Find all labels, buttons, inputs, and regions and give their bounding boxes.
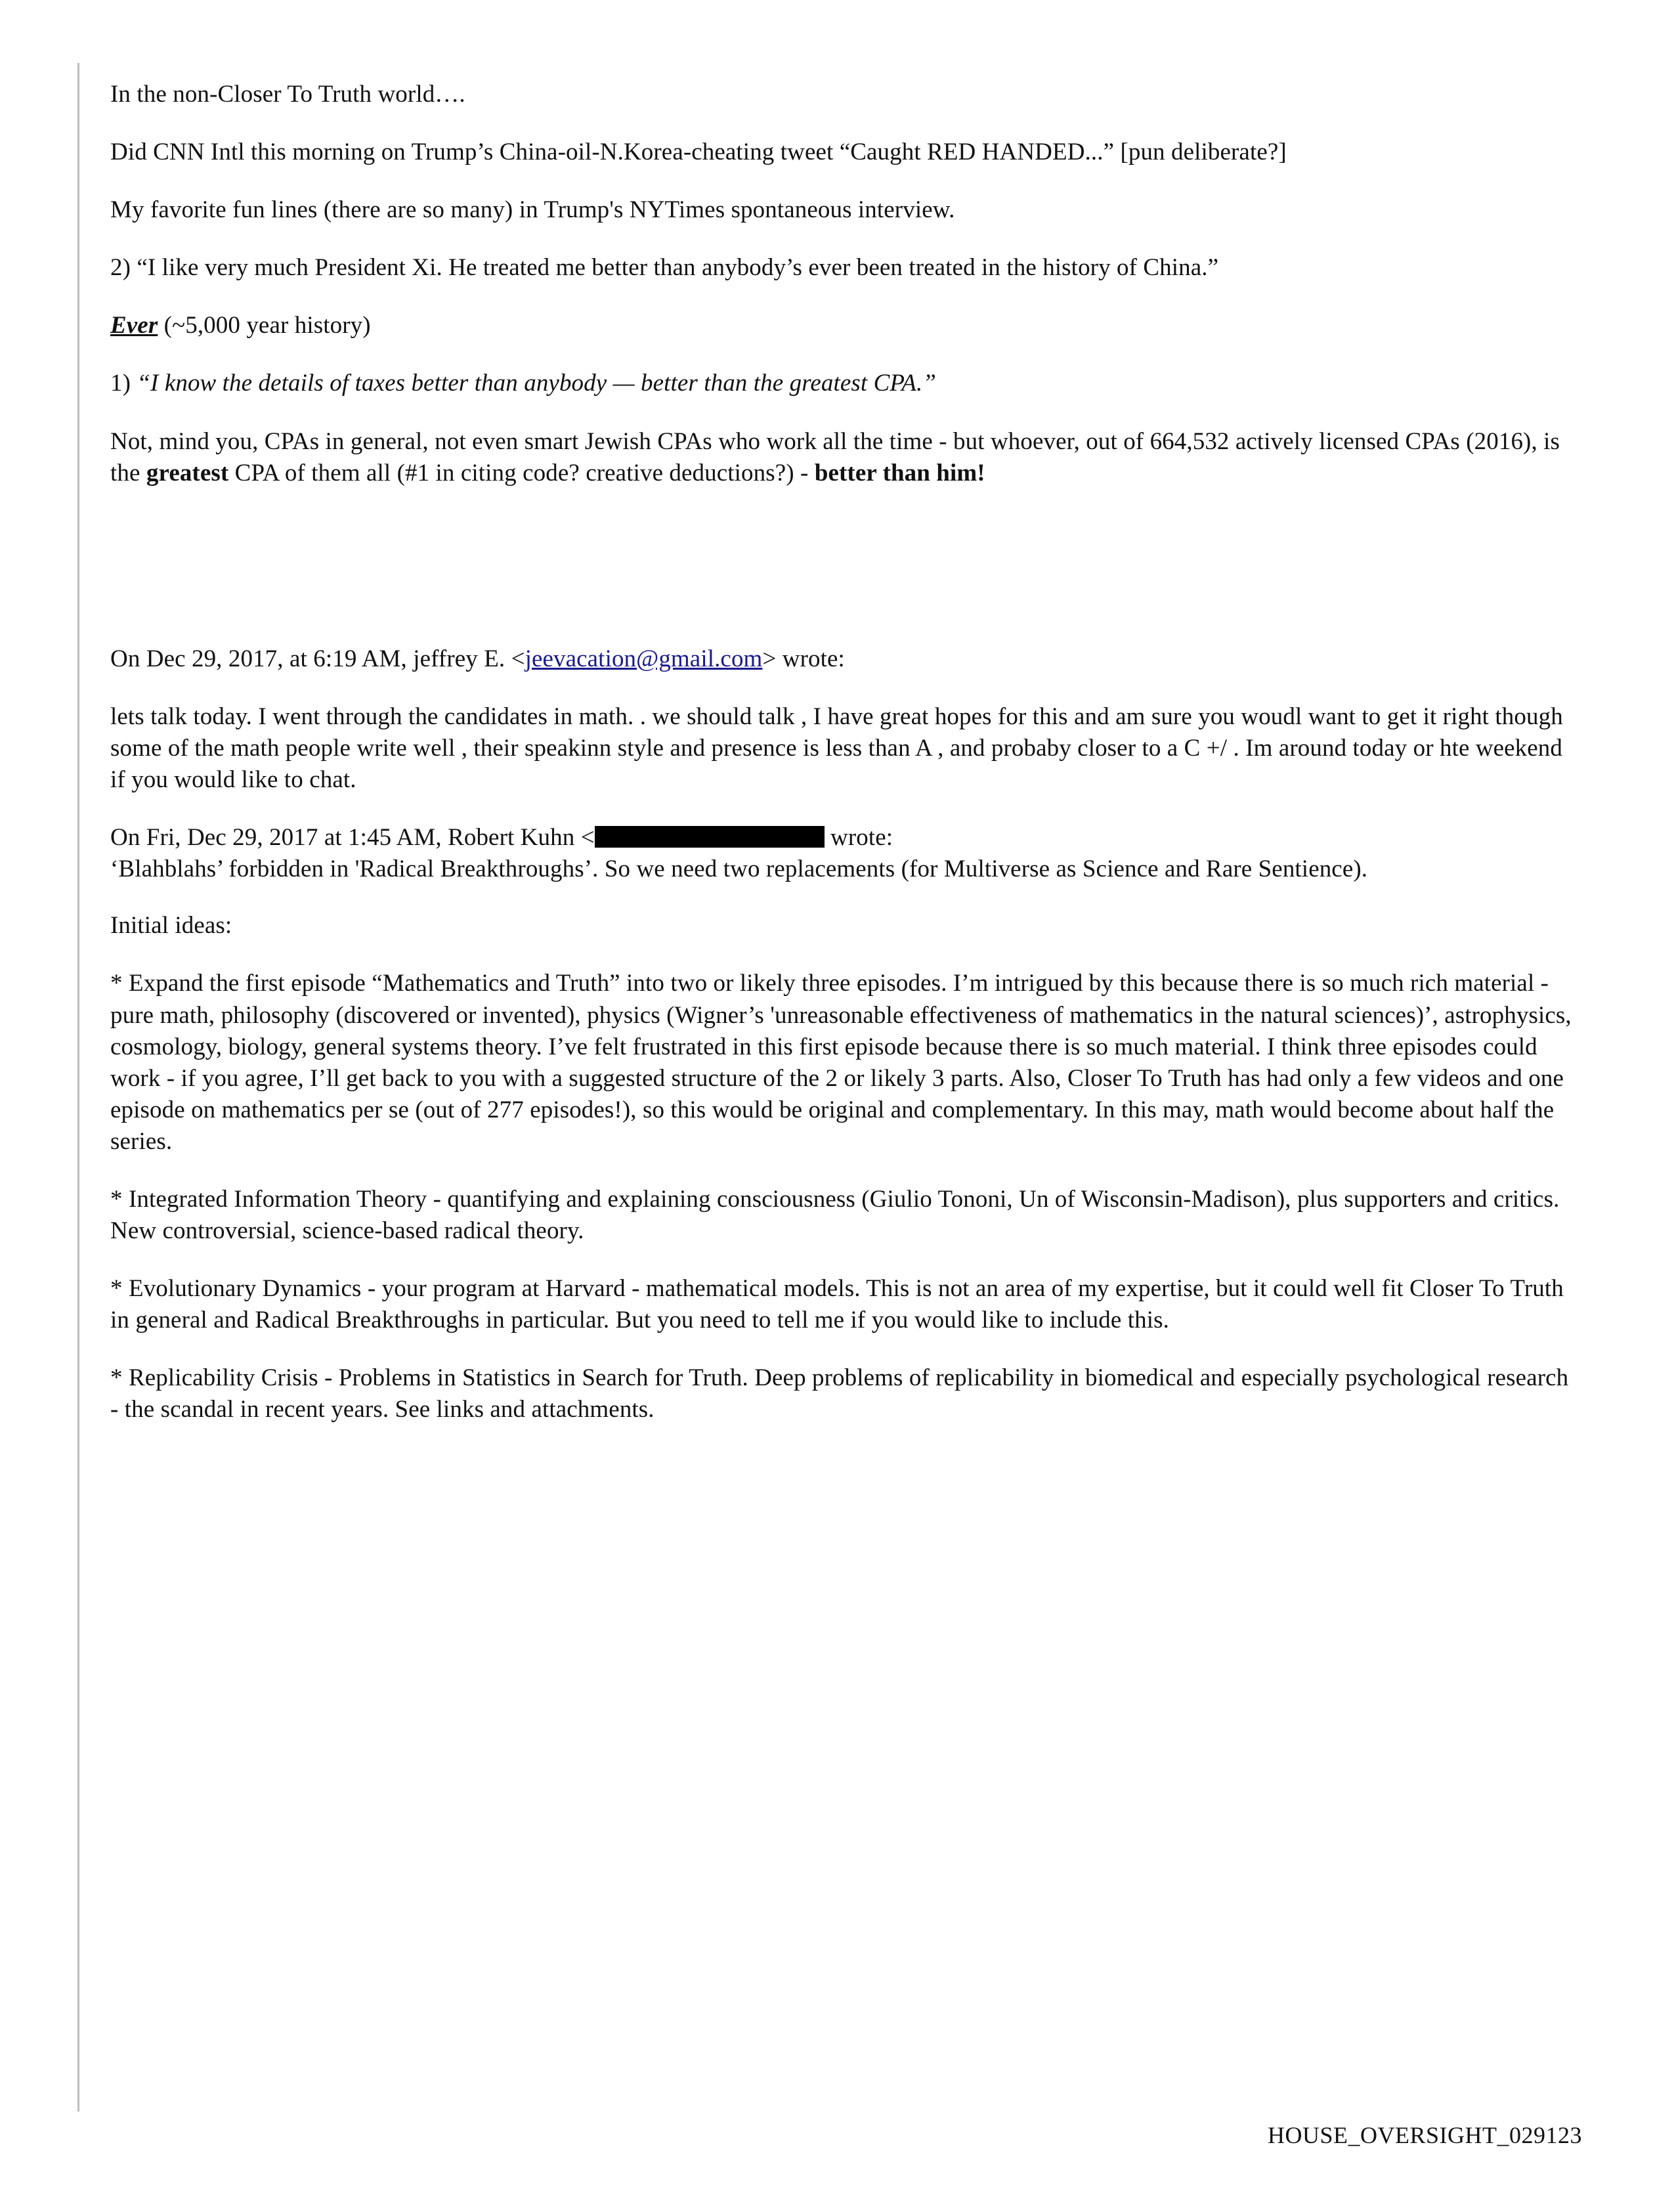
email-2-header-prefix: On Fri, Dec 29, 2017 at 1:45 AM, Robert Kuhn < [110,824,595,852]
paragraph-favorite-lines: My favorite fun lines (there are so many) in Trump's NYTimes spontaneous interview. [110,196,955,224]
paragraph-ever [110,310,1581,341]
quote-one-text: “I know the details of taxes better than anybody — better than the greatest CPA.” [137,370,937,397]
quoted-email-2-header [110,822,1581,885]
ever-parenthetical: (~5,000 year history) [158,312,371,339]
cpa-text-part-1: Not, mind you, CPAs in general, not even smart Jewish CPAs who work all the time - but whoever, out of 664,532 actively licensed CPAs (2016), is the [110,427,1560,487]
quoted-email-1-body: lets talk today. I went through the candidates in math. . we should talk , I have great hopes for this and am sure you woudl want to get it right though some of the math people write well , their speakinn style and presence is less than A , and probaby closer to a C +/ . Im around today or hte weekend if you would like to chat. [110,703,1563,794]
idea-bullet: * Replicability Crisis - Problems in Statistics in Search for Truth. Deep problems of replicability in biomedical and especially psychological research - the scandal in recent years. See links and attachments. [110,1364,1569,1423]
redaction-bar [595,826,825,848]
paragraph-cnn: Did CNN Intl this morning on Trump’s China-oil-N.Korea-cheating tweet “Caught RED HANDED...” [pun deliberate?] [110,139,1287,166]
scan-edge-line [77,63,79,2112]
paragraph-intro: In the non-Closer To Truth world…. [110,81,465,108]
cpa-greatest-emphasis: greatest [146,459,229,487]
paragraph-quote-one [110,368,1581,399]
initial-ideas-label: Initial ideas: [110,912,232,940]
cpa-text-part-2: CPA of them all (#1 in citing code? creative deductions?) - [228,459,815,487]
idea-bullet: * Evolutionary Dynamics - your program at Harvard - mathematical models. This is not an area of my expertise, but it could well fit Closer To Truth in general and Radical Breakthroughs in particular. But you need to tell me if you would like to include this. [110,1275,1564,1334]
email-1-header-suffix: > wrote: [762,645,845,672]
email-1-header-prefix: On Dec 29, 2017, at 6:19 AM, jeffrey E. < [110,645,525,672]
quoted-email-1-header [110,643,1581,675]
vertical-spacer [110,515,1581,643]
email-2-body-line: ‘Blahblahs’ forbidden in 'Radical Breakthroughs’. So we need two replacements (for Multiverse as Science and Rare Sentience). [110,856,1368,883]
quote-one-number: 1) [110,370,137,397]
idea-bullet: * Integrated Information Theory - quantifying and explaining consciousness (Giulio Tononi, Un of Wisconsin-Madison), plus supporters and critics. New controversial, science-based radical theory. [110,1185,1560,1245]
idea-bullet: * Expand the first episode “Mathematics and Truth” into two or likely three episodes. I’m intrigued by this because there is so much rich material - pure math, philosophy (discovered or invented), physics (Wigner’s 'unreasonable effectiveness of mathematics in the natural sciences)’, astrophysics, cosmology, biology, general systems theory. I’ve felt frustrated in this first episode because there is so much material. I think three episodes could work - if you agree, I’ll get back to you with a suggested structure of the 2 or likely 3 parts. Also, Closer To Truth has had only a few videos and one episode on mathematics per se (out of 277 episodes!), so this would be original and complementary. In this may, math would become about half the series. [110,970,1572,1155]
paragraph-quote-two: 2) “I like very much President Xi. He treated me better than anybody’s ever been treated in the history of China.” [110,254,1219,282]
bates-stamp: HOUSE_OVERSIGHT_029123 [1268,2122,1582,2148]
email-address-link[interactable]: jeevacation@gmail.com [525,645,763,672]
ever-emphasis: Ever [110,312,158,339]
document-body [110,79,1581,1452]
email-2-header-suffix: wrote: [824,824,893,852]
paragraph-cpa-commentary [110,426,1581,489]
cpa-better-than-him-emphasis: better than him! [814,459,985,487]
